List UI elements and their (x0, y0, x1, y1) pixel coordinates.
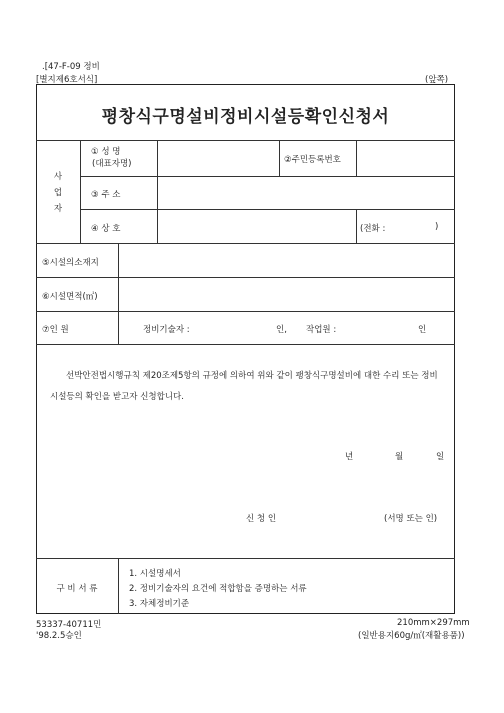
signature-note: (서명 또는 인) (384, 514, 438, 524)
area-field[interactable] (119, 278, 454, 311)
document-item: 1. 시설명세서 (129, 569, 181, 579)
footer-code: 53337-40711민 (36, 620, 102, 630)
form-code: .[47-F-09 정비 (42, 62, 100, 72)
name-field[interactable] (158, 141, 278, 176)
area-label: ⑥시설면적(㎡) (42, 292, 98, 302)
rule (80, 140, 81, 243)
footer-approved: '98.2.5승인 (36, 631, 82, 641)
company-field[interactable] (158, 210, 355, 243)
rule (118, 558, 119, 614)
paper-size: 210mm×297mm (397, 618, 470, 628)
date-day: 일 (436, 452, 445, 462)
worker-unit: 인 (418, 325, 427, 335)
applicant-group-char: 자 (53, 204, 63, 214)
document-item: 3. 자체정비기준 (129, 599, 190, 609)
name-sublabel: (대표자명) (92, 159, 132, 169)
rule (36, 311, 455, 312)
technician-label: 정비기술자 : (143, 325, 190, 335)
address-field[interactable] (158, 177, 454, 209)
applicant-group-char: 사 (53, 172, 63, 182)
rule (36, 558, 455, 559)
phone-close: ) (435, 222, 439, 232)
worker-label: 작업원 : (306, 325, 337, 335)
document-item: 2. 정비기술자의 요건에 적합함을 증명하는 서류 (129, 584, 307, 594)
documents-label: 구 비 서 류 (56, 584, 98, 594)
applicant-group-char: 업 (53, 188, 63, 198)
form-title: 평창식구명설비정비시설등확인신청서 (101, 107, 390, 127)
rule (36, 344, 455, 345)
staff-label: ⑦인 원 (42, 325, 69, 335)
date-year: 년 (345, 452, 354, 462)
date-month: 월 (395, 452, 404, 462)
paper-type: (일반용지60g/㎡(재활용품)) (358, 631, 465, 641)
address-label: ③ 주 소 (91, 190, 121, 200)
rule (279, 140, 280, 176)
location-label: ⑤시설의소재지 (42, 258, 99, 268)
location-field[interactable] (119, 244, 454, 277)
company-label: ④ 상 호 (91, 224, 121, 234)
phone-label: (전화 : (360, 224, 386, 234)
page-side: (앞쪽) (425, 75, 449, 85)
applicant-signature-label: 신 청 인 (246, 514, 277, 524)
name-label: ① 성 명 (91, 147, 121, 157)
resident-id-label: ②주민등록번호 (284, 155, 341, 165)
technician-unit: 인, (276, 325, 287, 335)
rule (356, 209, 357, 243)
resident-id-field[interactable] (357, 141, 454, 176)
application-statement: 선박안전법시행규칙 제20조제5항의 규정에 의하여 위와 같이 팽창식구명설비에 대한 수리 또는 정비시설등의 확인을 받고자 신청합니다. (50, 371, 438, 402)
form-number: [별지제6호서식] (36, 75, 98, 85)
